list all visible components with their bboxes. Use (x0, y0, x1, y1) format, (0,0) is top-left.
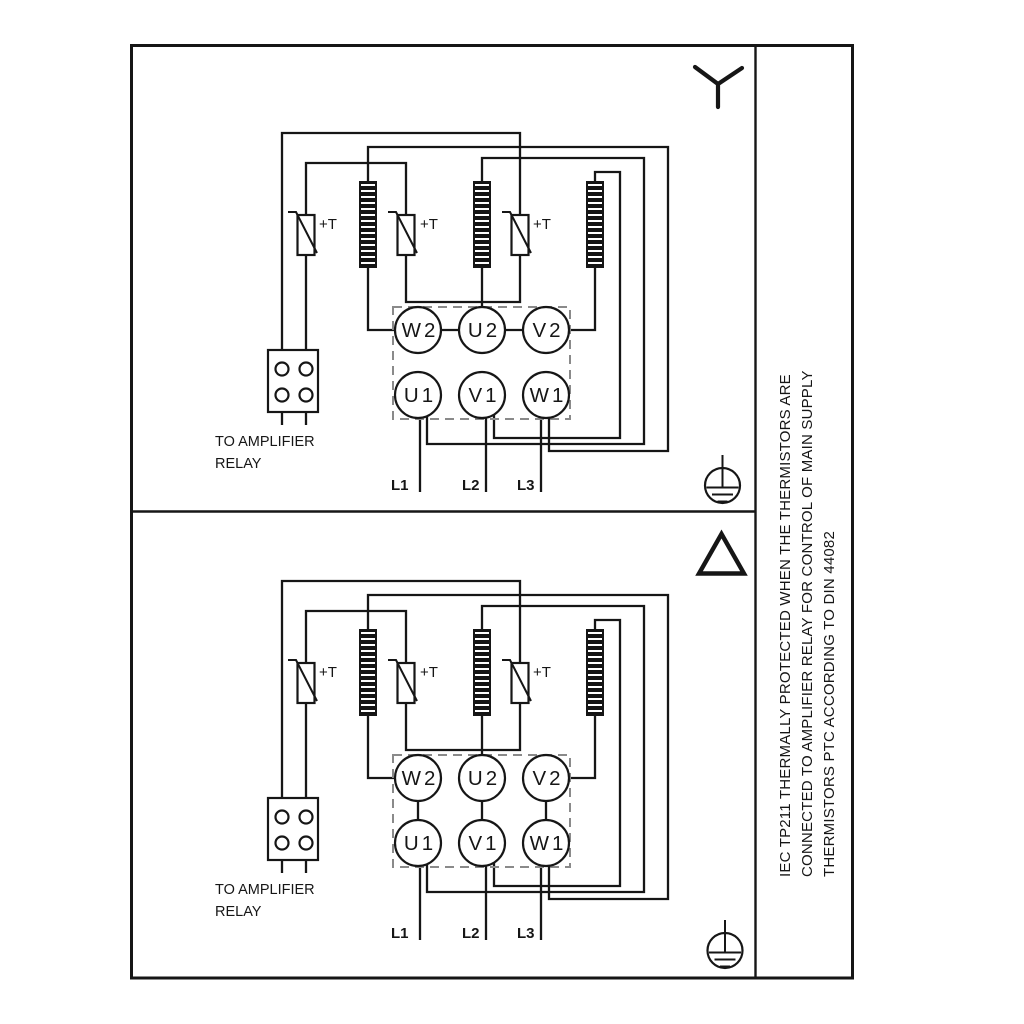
thermistor-2 (388, 212, 417, 255)
thermistor-label: +T (533, 664, 551, 681)
motor-winding-coil-w (360, 630, 376, 715)
terminal-label-w2: W2 (401, 767, 439, 790)
thermistor-2 (388, 660, 417, 703)
terminal-label-u2: U2 (467, 319, 501, 342)
note-line-3: THERMISTORS PTC ACCORDING TO DIN 44082 (821, 530, 838, 877)
terminal-label-u2: U2 (467, 767, 501, 790)
relay-caption-line1: TO AMPLIFIER (215, 882, 315, 898)
terminal-label-u1: U1 (403, 832, 437, 855)
terminal-label-w1: W1 (529, 384, 567, 407)
motor-winding-coil-w (360, 182, 376, 267)
motor-winding-coil-v (587, 630, 603, 715)
supply-label-l3: L3 (517, 925, 535, 942)
star-connection-icon (695, 67, 742, 107)
motor-winding-coil-v (587, 182, 603, 267)
relay-caption-line2: RELAY (215, 904, 262, 920)
thermistor-label: +T (319, 216, 337, 233)
relay-connector-box (268, 350, 318, 412)
note-line-1: IEC TP211 THERMALLY PROTECTED WHEN THE THERMISTORS ARE (777, 374, 794, 877)
terminal-label-v1: V1 (468, 832, 500, 855)
motor-winding-coil-u (474, 182, 490, 267)
relay-connector-box (268, 798, 318, 860)
supply-label-l2: L2 (462, 477, 480, 494)
supply-label-l1: L1 (391, 477, 409, 494)
terminal-label-v2: V2 (532, 319, 564, 342)
thermistor-label: +T (420, 664, 438, 681)
panel-star (215, 133, 668, 494)
supply-label-l3: L3 (517, 477, 535, 494)
thermistor-1 (288, 660, 317, 703)
supply-label-l1: L1 (391, 925, 409, 942)
relay-caption-line2: RELAY (215, 456, 262, 472)
earth-ground-icon (705, 455, 740, 503)
thermistor-3 (502, 212, 531, 255)
supply-label-l2: L2 (462, 925, 480, 942)
thermistor-label: +T (420, 216, 438, 233)
thermistor-3 (502, 660, 531, 703)
note-line-2: CONNECTED TO AMPLIFIER RELAY FOR CONTROL OF MAIN SUPPLY (799, 370, 816, 877)
relay-caption-line1: TO AMPLIFIER (215, 434, 315, 450)
delta-connection-icon (699, 534, 744, 574)
terminal-label-w1: W1 (529, 832, 567, 855)
note-column (777, 370, 838, 877)
earth-ground-icon (708, 920, 743, 968)
motor-winding-coil-u (474, 630, 490, 715)
thermistor-1 (288, 212, 317, 255)
thermistor-label: +T (533, 216, 551, 233)
terminal-label-v1: V1 (468, 384, 500, 407)
terminal-label-w2: W2 (401, 319, 439, 342)
panel-delta (215, 581, 668, 942)
terminal-label-u1: U1 (403, 384, 437, 407)
thermistor-label: +T (319, 664, 337, 681)
terminal-label-v2: V2 (532, 767, 564, 790)
delta-bridge-links (418, 800, 546, 821)
